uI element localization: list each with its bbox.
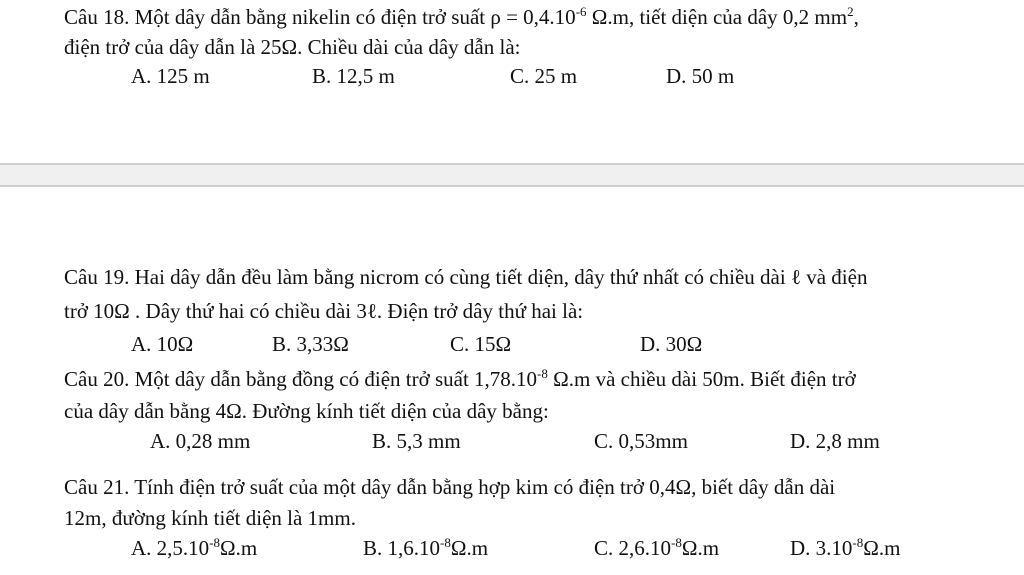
q21-option-a-exponent: -8 [209,535,221,550]
q21-option-c-base: C. 2,6.10 [594,536,672,560]
q21-option-d-base: D. 3.10 [790,536,853,560]
q21-option-c-exponent: -8 [671,535,682,550]
q20-line1 [64,366,856,395]
q18-text-a: Câu 18. Một dây dẫn bằng nikelin có điện trở suất ρ = 0,4.10 [64,5,576,29]
q20-option-a: A. 0,28 mm [150,429,251,453]
q19-line1: Câu 19. Hai dây dẫn đều làm bằng nicrom có cùng tiết diện, dây thứ nhất có chiều dài ℓ và điện [64,265,868,289]
q18-exponent: -6 [575,4,587,19]
q18-line1 [64,4,859,33]
q19-option-c: C. 15Ω [450,332,512,356]
q21-line2: 12m, đường kính tiết diện là 1mm. [64,506,356,530]
q21-option-b-base: B. 1,6.10 [363,536,441,560]
q19-option-b: B. 3,33Ω [272,332,349,356]
q21-option-b [363,535,488,564]
q19-option-a: A. 10Ω [131,332,194,356]
q18-text-c: , [853,5,859,29]
q21-option-c-unit: Ω.m [681,536,720,560]
q21-option-d-exponent: -8 [852,535,864,550]
q18-exponent-2: 2 [847,4,854,19]
q20-exponent: -8 [537,366,548,381]
q21-option-d-unit: Ω.m [863,536,901,560]
q20-text-b: Ω.m và chiều dài 50m. Biết điện trở [547,367,856,391]
q18-text-b: Ω.m, tiết diện của dây 0,2 mm [586,5,848,29]
q20-option-d: D. 2,8 mm [790,429,880,453]
q18-option-a: A. 125 m [131,64,210,88]
q20-option-c: C. 0,53mm [594,429,688,453]
q21-option-b-exponent: -8 [440,535,451,550]
q21-line1: Câu 21. Tính điện trở suất của một dây dẫn bằng hợp kim có điện trở 0,4Ω, biết dây dẫn dài [64,475,836,499]
q21-option-d [790,535,900,564]
q21-option-a-base: A. 2,5.10 [131,536,210,560]
q20-line2: của dây dẫn bằng 4Ω. Đường kính tiết diện của dây bằng: [64,399,549,423]
q20-text-a: Câu 20. Một dây dẫn bằng đồng có điện trở suất 1,78.10 [64,367,538,391]
q18-line2: điện trở của dây dẫn là 25Ω. Chiều dài của dây dẫn là: [64,35,521,59]
q19-option-d: D. 30Ω [640,332,703,356]
q21-option-b-unit: Ω.m [450,536,489,560]
q21-option-a-unit: Ω.m [220,536,258,560]
q18-option-b: B. 12,5 m [312,64,395,88]
q19-line2: trở 10Ω . Dây thứ hai có chiều dài 3ℓ. Điện trở dây thứ hai là: [64,299,584,323]
q20-option-b: B. 5,3 mm [372,429,461,453]
q18-option-d: D. 50 m [666,64,735,88]
q18-option-c: C. 25 m [510,64,578,88]
q21-option-a [131,535,257,564]
page-divider [0,163,1024,187]
q21-option-c [594,535,719,564]
